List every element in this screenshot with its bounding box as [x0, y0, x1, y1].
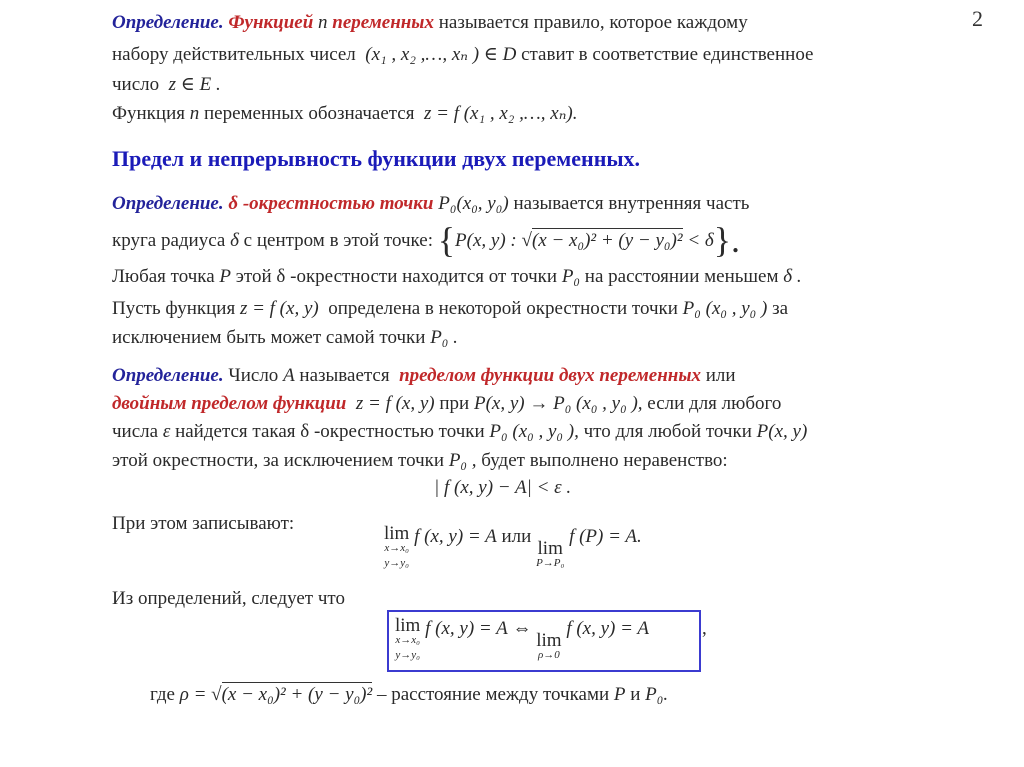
write-lim1: lim x→x₀ y→y₀: [384, 523, 410, 569]
write-sub3: P→P₀: [536, 557, 565, 569]
def2-text7: на расстоянии меньшем: [584, 266, 779, 287]
def3-line1: [112, 365, 736, 387]
def3-text8: δ -окрестностью точки: [300, 421, 485, 442]
def3-term1: пределом функции двух переменных: [399, 365, 702, 386]
follows-comma: ,: [702, 618, 707, 639]
para1-text2: определена в некоторой окрестности точки: [328, 298, 678, 319]
def2-delta: δ: [230, 230, 239, 251]
write-text: При этом записывают:: [112, 513, 295, 534]
para1-formula: z = f (x, y): [239, 298, 319, 319]
def1-text1: называется правило, которое каждому: [438, 12, 748, 33]
write-formula: [384, 523, 642, 572]
def1-text5: Функция: [112, 103, 185, 124]
def3-text4: при: [439, 393, 470, 414]
follows-dist: – расстояние между точками: [376, 684, 610, 705]
def2-P0: P₀: [561, 266, 581, 287]
def3-text6: числа: [112, 421, 159, 442]
def1-text4: число: [112, 74, 160, 95]
follows-P0: P₀.: [645, 684, 669, 705]
def2-line2: круга радиуса δ с центром в этой точке: {P(x, y) : √(x − x₀)² + (y − y₀)² < δ}.: [112, 220, 740, 260]
para1-text4: исключением быть может самой точки: [112, 327, 426, 348]
def2-text4: Любая точка: [112, 266, 215, 287]
follows-sub1: x→x₀: [395, 634, 420, 646]
follows-lim2: lim ρ→0: [536, 630, 562, 661]
write-sub2: y→y₀: [384, 557, 409, 569]
def1-line1: [112, 12, 748, 34]
def2-set-lt: < δ: [687, 230, 714, 251]
def2-text2: круга радиуса: [112, 230, 226, 251]
def3-text3: или: [705, 365, 736, 386]
def2-set-p: P(x, y) :: [455, 230, 517, 251]
follows-where-line: где ρ = √(x − x₀)² + (y − y₀)² – расстояние между точками P и P₀.: [150, 684, 669, 705]
follows-formula: [395, 615, 649, 664]
follows-iff: ⇔: [512, 618, 532, 639]
def3-term2: двойным пределом функции: [112, 393, 347, 414]
follows-root: (x − x₀)² + (y − y₀)²: [221, 684, 373, 705]
follows-and: и: [630, 684, 641, 705]
def1-term1: Функцией: [228, 12, 314, 33]
def1-n: n: [318, 12, 328, 33]
def1-text6: переменных обозначается: [204, 103, 415, 124]
write-lim2: lim P→P₀: [536, 538, 565, 569]
def3-text2: называется: [299, 365, 390, 386]
def2-set-open: {: [437, 220, 456, 260]
para1-line2: [112, 327, 458, 349]
def2-P: P: [219, 266, 232, 287]
write-sub1: x→x₀: [384, 542, 409, 554]
section-heading: Предел и непрерывность функции двух переменных.: [112, 146, 641, 171]
para1-line1: [112, 298, 788, 320]
def2-text1: называется внутренняя часть: [513, 193, 750, 214]
def3-text11: будет выполнено неравенство:: [481, 450, 728, 471]
def3-eps: ε: [162, 421, 171, 442]
def1-n2: n: [189, 103, 200, 124]
write-f1: f (x, y) = A: [414, 526, 497, 547]
follows-rho: ρ =: [179, 684, 207, 705]
def2-set-close: }.: [713, 220, 740, 260]
def1-term2: переменных: [332, 12, 434, 33]
def3-Pxy: P(x, y): [756, 421, 808, 442]
follows-text: Из определений, следует что: [112, 588, 345, 609]
follows-f1: f (x, y) = A: [425, 618, 508, 639]
def3-line2: [112, 393, 781, 415]
def1-text2: набору действительных чисел: [112, 44, 356, 65]
def2-text5: этой: [235, 266, 272, 287]
para1-point: P₀ (x₀ , y₀ ): [682, 298, 768, 319]
def3-P0: P₀ ,: [448, 450, 477, 471]
def3-line3: [112, 421, 807, 443]
def2-text6: δ -окрестности находится от точки: [276, 266, 558, 287]
def2-term: δ -окрестностью точки: [228, 193, 434, 214]
def1-line4: [112, 103, 578, 125]
def2-set-root: (x − x₀)² + (y − y₀)²: [531, 230, 683, 251]
def1-zinE: z ∈ E .: [168, 74, 221, 95]
para1-text1: Пусть функция: [112, 298, 236, 319]
page-number: 2: [972, 6, 983, 31]
def3-inequality: | f (x, y) − A| < ε .: [434, 477, 572, 498]
def3-text5: если для любого: [647, 393, 782, 414]
follows-P: P: [613, 684, 626, 705]
def3-text10: этой окрестности, за исключением точки: [112, 450, 445, 471]
write-or: или: [501, 526, 532, 547]
def3-label: Определение.: [112, 365, 224, 386]
def1-line3: [112, 74, 221, 96]
def1-label: Определение.: [112, 12, 224, 33]
def3-arrow: P(x, y) → P₀ (x₀ , y₀ ),: [473, 393, 643, 414]
def3-line4: [112, 450, 728, 472]
def2-text3: с центром в этой точке:: [243, 230, 434, 251]
def3-text9: что для любой точки: [583, 421, 752, 442]
def2-line3: [112, 266, 802, 288]
def2-line1: [112, 193, 749, 215]
para1-P0: P₀ .: [430, 327, 458, 348]
def1-text3: ставит в соответствие единственное: [521, 44, 814, 65]
def1-line2: [112, 44, 813, 66]
def3-formula: z = f (x, y): [355, 393, 435, 414]
follows-lim1: lim x→x₀ y→y₀: [395, 615, 421, 661]
def3-text1: Число: [228, 365, 279, 386]
def1-tuple: (x₁ , x₂ ,…, xₙ ) ∈ D: [365, 44, 517, 65]
write-f2: f (P) = A.: [569, 526, 642, 547]
def1-formula: z = f (x₁ , x₂ ,…, xₙ).: [423, 103, 578, 124]
follows-f2: f (x, y) = A: [566, 618, 649, 639]
follows-where: где: [150, 684, 175, 705]
def3-text7: найдется такая: [175, 421, 296, 442]
def2-label: Определение.: [112, 193, 224, 214]
para1-text3: за: [772, 298, 789, 319]
follows-sub3: ρ→0: [538, 649, 560, 661]
follows-sub2: y→y₀: [395, 649, 420, 661]
def2-point: P₀(x₀, y₀): [438, 193, 509, 214]
def3-A: A: [283, 365, 295, 386]
def3-point: P₀ (x₀ , y₀ ),: [489, 421, 579, 442]
def2-text8: δ .: [783, 266, 802, 287]
